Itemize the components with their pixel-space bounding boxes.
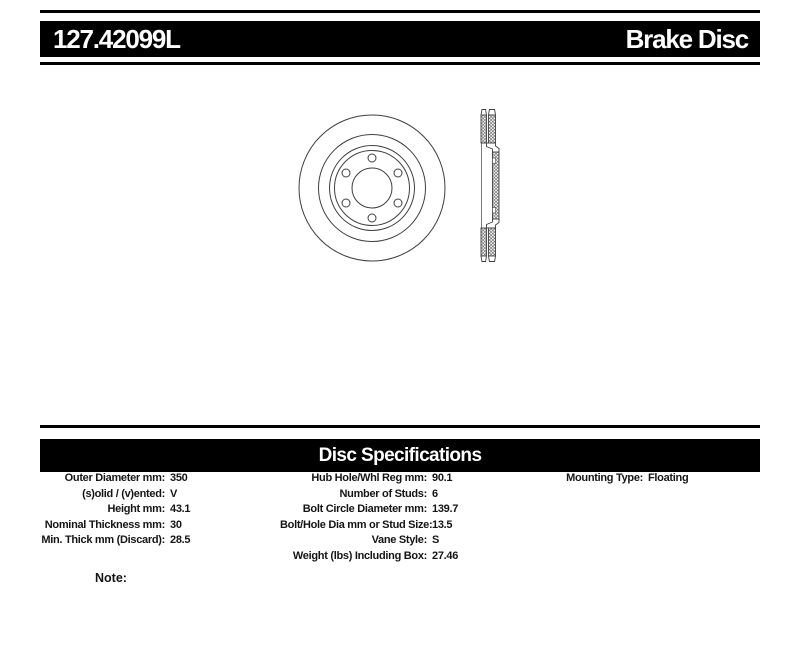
page-title: Brake Disc [625, 23, 748, 54]
spec-row-min-thickness [40, 533, 290, 549]
spec-row-solid-vented [40, 487, 290, 503]
spec-label: Hub Hole/Whl Reg mm: [311, 472, 427, 484]
spec-row-bolt-circle-diameter [280, 502, 540, 518]
spec-label: Height mm: [107, 503, 165, 515]
spec-label: Outer Diameter mm: [64, 472, 165, 484]
spec-row-weight [280, 549, 540, 565]
spec-value: 30 [170, 518, 182, 531]
spec-value: 90.1 [432, 472, 453, 484]
specs-section-title: Disc Specifications [318, 444, 482, 466]
spec-row-height [40, 502, 290, 518]
top-rule [40, 10, 760, 13]
spec-value: 27.46 [432, 549, 459, 562]
spec-value: S [432, 534, 440, 546]
specs-divider-rule [40, 425, 760, 428]
spec-label: (s)olid / (v)ented: [82, 487, 165, 500]
spec-value: 13.5 [432, 518, 453, 531]
spec-label: Mounting Type: [566, 472, 643, 484]
spec-value: Floating [648, 472, 689, 484]
part-number: 127.42099L [53, 23, 180, 54]
specs-column-left [40, 471, 290, 549]
spec-row-vane-style [280, 533, 540, 549]
spec-row-mounting-type [500, 471, 750, 487]
note-label: Note: [95, 571, 127, 585]
brake-disc-front-view-icon [299, 115, 445, 261]
specs-column-right [500, 471, 750, 487]
spec-label: Nominal Thickness mm: [44, 518, 165, 531]
spec-value: 43.1 [170, 503, 191, 515]
spec-value: 350 [170, 472, 188, 484]
spec-row-number-of-studs [280, 487, 540, 503]
spec-row-bolt-hole-dia [280, 518, 540, 534]
spec-label: Bolt Circle Diameter mm: [302, 503, 427, 515]
spec-label: Vane Style: [371, 534, 427, 546]
spec-value: V [170, 487, 178, 500]
spec-value: 139.7 [432, 503, 459, 515]
spec-label: Bolt/Hole Dia mm or Stud Size: [280, 518, 433, 531]
spec-row-outer-diameter [40, 471, 290, 487]
spec-value: 6 [432, 487, 438, 500]
spec-value: 28.5 [170, 534, 191, 546]
spec-label: Weight (lbs) Including Box: [292, 549, 427, 562]
spec-label: Min. Thick mm (Discard): [41, 534, 165, 546]
brake-disc-cross-section-icon [481, 110, 499, 262]
spec-row-nominal-thickness [40, 518, 290, 534]
spec-label: Number of Studs: [339, 487, 427, 500]
brake-disc-technical-drawing [0, 65, 800, 430]
header-bar [40, 21, 760, 57]
specs-section-bar [40, 439, 760, 472]
